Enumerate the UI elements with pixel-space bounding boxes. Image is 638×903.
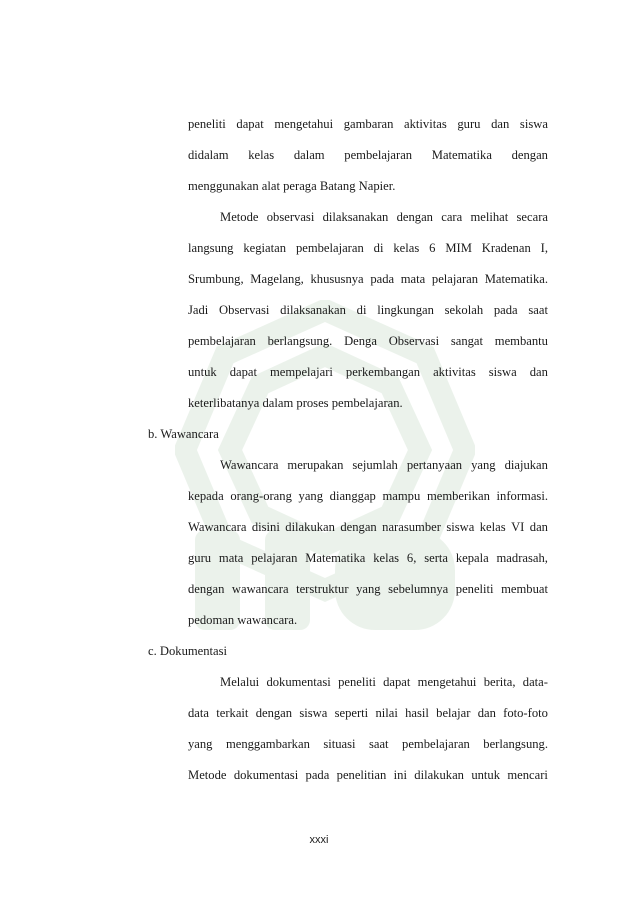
word: khususnya xyxy=(310,272,364,286)
word: membuat xyxy=(501,582,548,596)
word: siswa xyxy=(488,365,517,379)
word: seperti xyxy=(334,706,369,720)
word: menggambarkan xyxy=(225,737,310,751)
word: terkait xyxy=(216,706,249,720)
word: kegiatan xyxy=(243,241,287,255)
word: yang xyxy=(298,489,324,503)
word: mencari xyxy=(507,768,548,782)
word: foto-foto xyxy=(503,706,548,720)
word: dokumentasi xyxy=(233,768,299,782)
word: kepala xyxy=(455,551,489,565)
word: pada xyxy=(493,303,518,317)
word: dan xyxy=(477,706,496,720)
word: pelajaran xyxy=(431,272,479,286)
word: dokumentasi xyxy=(266,675,331,689)
word: ini xyxy=(393,768,407,782)
paragraph2-line xyxy=(188,240,548,256)
word: perkembangan xyxy=(345,365,421,379)
word: mata xyxy=(400,272,426,286)
section-heading-wawancara: b. Wawancara xyxy=(148,427,219,441)
paragraph4-line xyxy=(220,674,548,690)
word: sebelumnya xyxy=(388,582,449,596)
paragraph2-line xyxy=(188,302,548,318)
word: mampu xyxy=(382,489,421,503)
word: siswa xyxy=(446,520,475,534)
word: MIM xyxy=(445,241,472,255)
word: pada xyxy=(370,272,395,286)
word: dengan xyxy=(255,706,293,720)
paragraph1-line: menggunakan alat peraga Batang Napier. xyxy=(188,179,396,193)
word: pembelajaran xyxy=(344,148,413,162)
word: dengan xyxy=(511,148,548,162)
word: Kradenan xyxy=(481,241,531,255)
word: secara xyxy=(516,210,548,224)
word: narasumber xyxy=(382,520,441,534)
word: peneliti xyxy=(188,117,226,131)
word: dan xyxy=(529,365,548,379)
word: pada xyxy=(305,768,330,782)
word: di xyxy=(356,303,367,317)
word: pembelajaran xyxy=(402,737,470,751)
word: dilaksanakan xyxy=(322,210,389,224)
word: observasi xyxy=(266,210,315,224)
word: Observasi xyxy=(388,334,440,348)
word: gambaran xyxy=(343,117,394,131)
paragraph3-line: pedoman wawancara. xyxy=(188,613,298,627)
word: Jadi xyxy=(188,303,209,317)
word: yang xyxy=(188,737,213,751)
word: guru xyxy=(457,117,481,131)
word: memberikan xyxy=(426,489,490,503)
word: dapat xyxy=(236,117,264,131)
word: dapat xyxy=(229,365,257,379)
word: sekolah xyxy=(444,303,484,317)
word: merupakan xyxy=(287,458,344,472)
page-number: xxxi xyxy=(309,834,329,846)
paragraph3-line xyxy=(188,550,548,566)
word: Wawancara xyxy=(220,458,279,472)
word: kelas xyxy=(248,148,275,162)
word: didalam xyxy=(188,148,229,162)
word: dan xyxy=(529,520,548,534)
word: berita, xyxy=(483,675,516,689)
word: yang xyxy=(356,582,381,596)
word: pembelajaran xyxy=(295,241,364,255)
paragraph2-line: keterlibatanya dalam proses pembelajaran. xyxy=(188,396,403,410)
word: aktivitas xyxy=(433,365,476,379)
paragraph4-line xyxy=(188,736,548,752)
word: VI xyxy=(511,520,525,534)
word: mengetahui xyxy=(274,117,334,131)
word: Srumbung, xyxy=(188,272,244,286)
word: sangat xyxy=(450,334,484,348)
word: kelas xyxy=(373,551,400,565)
word: wawancara xyxy=(231,582,289,596)
word: pertanyaan xyxy=(406,458,463,472)
word: lingkungan xyxy=(377,303,434,317)
paragraph1-line xyxy=(188,116,548,132)
word: yang xyxy=(471,458,496,472)
word: berlangsung. xyxy=(483,737,548,751)
paragraph2-line xyxy=(188,364,548,380)
word: penelitian xyxy=(336,768,387,782)
word: nilai xyxy=(375,706,398,720)
paragraph2-line xyxy=(188,271,548,287)
paragraph3-line xyxy=(220,457,548,473)
word: kelas xyxy=(479,520,506,534)
word: informasi. xyxy=(496,489,548,503)
paragraph3-line xyxy=(188,581,548,597)
word: data xyxy=(188,706,209,720)
paragraph3-line xyxy=(188,519,548,535)
paragraph4-line xyxy=(188,705,548,721)
word: Denga xyxy=(344,334,377,348)
word: siswa xyxy=(519,117,548,131)
paragraph2-line xyxy=(220,209,548,225)
word: orang-orang xyxy=(230,489,292,503)
word: Metode xyxy=(188,768,227,782)
word: madrasah, xyxy=(496,551,548,565)
word: kepada xyxy=(188,489,224,503)
word: dianggap xyxy=(329,489,376,503)
word: Matematika xyxy=(431,148,492,162)
paragraph4-line xyxy=(188,767,548,783)
word: Observasi xyxy=(219,303,270,317)
word: untuk xyxy=(188,365,217,379)
word: I, xyxy=(540,241,548,255)
word: situasi xyxy=(323,737,356,751)
paragraph3-line xyxy=(188,488,548,504)
word: mempelajari xyxy=(269,365,333,379)
word: langsung xyxy=(188,241,234,255)
word: diajukan xyxy=(504,458,548,472)
word: 6 xyxy=(429,241,436,255)
word: dilakukan xyxy=(414,768,464,782)
word: peneliti xyxy=(455,582,494,596)
word: 6, xyxy=(406,551,417,565)
word: dilakukan xyxy=(285,520,335,534)
word: saat xyxy=(528,303,548,317)
word: untuk xyxy=(471,768,500,782)
word: serta xyxy=(424,551,448,565)
word: aktivitas xyxy=(404,117,447,131)
word: hasil xyxy=(405,706,429,720)
word: Matematika. xyxy=(484,272,548,286)
word: data- xyxy=(522,675,548,689)
word: sejumlah xyxy=(352,458,398,472)
word: Melalui xyxy=(220,675,260,689)
word: dengan xyxy=(340,520,377,534)
word: dengan xyxy=(396,210,433,224)
word: berlangsung. xyxy=(267,334,333,348)
word: Wawancara xyxy=(188,520,247,534)
word: dan xyxy=(491,117,510,131)
word: melihat xyxy=(470,210,509,224)
word: terstruktur xyxy=(296,582,349,596)
word: pelajaran xyxy=(251,551,298,565)
word: membantu xyxy=(494,334,548,348)
word: saat xyxy=(368,737,389,751)
section-heading-dokumentasi: c. Dokumentasi xyxy=(148,644,228,658)
word: dapat xyxy=(383,675,411,689)
word: cara xyxy=(441,210,463,224)
word: mengetahui xyxy=(417,675,477,689)
word: dalam xyxy=(293,148,325,162)
word: kelas xyxy=(393,241,420,255)
word: dilaksanakan xyxy=(280,303,346,317)
paragraph1-line xyxy=(188,147,548,163)
word: dengan xyxy=(188,582,225,596)
word: peneliti xyxy=(338,675,376,689)
word: Metode xyxy=(220,210,259,224)
word: guru xyxy=(188,551,212,565)
word: pembelajaran xyxy=(188,334,256,348)
word: siswa xyxy=(299,706,328,720)
word: di xyxy=(373,241,384,255)
word: Matematika xyxy=(305,551,366,565)
word: belajar xyxy=(436,706,471,720)
word: disini xyxy=(251,520,280,534)
word: Magelang, xyxy=(250,272,304,286)
word: mata xyxy=(218,551,244,565)
paragraph2-line xyxy=(188,333,548,349)
